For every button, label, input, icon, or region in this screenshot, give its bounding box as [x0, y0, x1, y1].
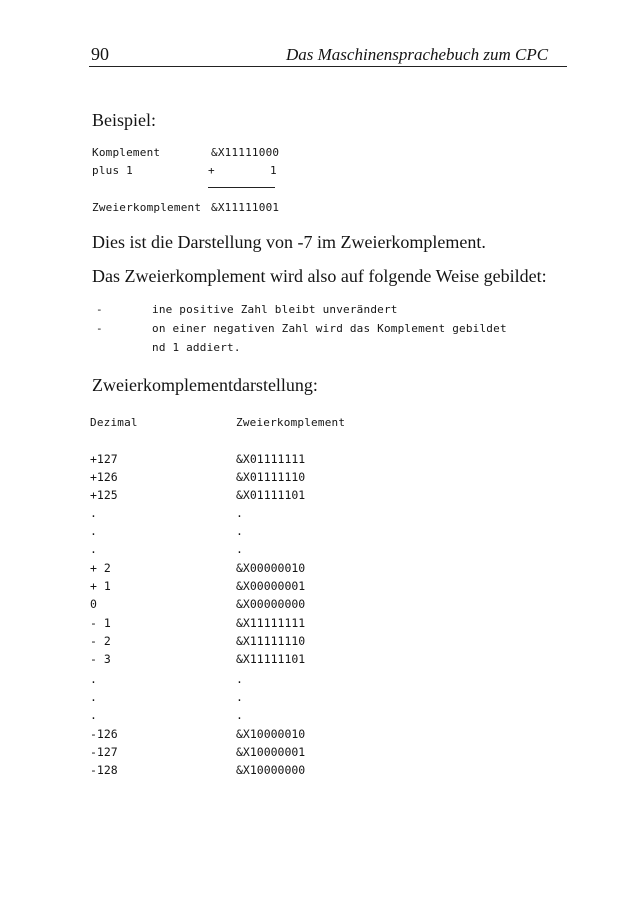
step-3-text: nd 1 addiert. [152, 341, 241, 354]
table-row: . . [90, 524, 243, 538]
table-row: + 2 &X00000010 [90, 561, 306, 575]
header-rule [89, 66, 567, 67]
table-row: + 1 &X00000001 [90, 579, 306, 593]
result-value: &X11111001 [211, 201, 280, 214]
table-row: - 2 &X11111110 [90, 634, 306, 648]
table-heading: Zweierkomplementdarstellung: [92, 375, 318, 395]
sum-rule [208, 187, 275, 188]
table-row: +125 &X01111101 [90, 488, 306, 502]
table-row: +126 &X01111110 [90, 470, 306, 484]
table-row: . . [90, 708, 243, 722]
step-2-text: on einer negativen Zahl wird das Komplement gebildet [152, 322, 507, 335]
paragraph-1: Dies ist die Darstellung von -7 im Zweierkomplement. [92, 232, 486, 252]
step-1-bullet: - [96, 303, 103, 316]
table-row: . . [90, 542, 243, 556]
plus-sign: + [208, 164, 215, 177]
result-label: Zweierkomplement [92, 201, 202, 214]
plus-label: plus 1 [92, 164, 133, 177]
table-row: . . [90, 506, 243, 520]
step-2-bullet: - [96, 322, 103, 335]
paragraph-2: Das Zweierkomplement wird also auf folgende Weise gebildet: [92, 266, 547, 286]
table-row: -126 &X10000010 [90, 727, 306, 741]
table-row: +127 &X01111111 [90, 452, 306, 466]
column-header-twos-complement: Zweierkomplement [236, 416, 346, 429]
example-heading: Beispiel: [92, 110, 156, 130]
table-row: - 3 &X11111101 [90, 652, 306, 666]
complement-value: &X11111000 [211, 146, 280, 159]
table-row: . . [90, 672, 243, 686]
table-row: 0 &X00000000 [90, 597, 306, 611]
complement-label: Komplement [92, 146, 161, 159]
table-row: . . [90, 690, 243, 704]
page-number: 90 [91, 44, 109, 64]
table-row: - 1 &X11111111 [90, 616, 306, 630]
plus-value: 1 [270, 164, 277, 177]
column-header-decimal: Dezimal [90, 416, 138, 429]
step-1-text: ine positive Zahl bleibt unverändert [152, 303, 398, 316]
table-row: -127 &X10000001 [90, 745, 306, 759]
table-row: -128 &X10000000 [90, 763, 306, 777]
book-title: Das Maschinensprachebuch zum CPC [286, 45, 549, 64]
